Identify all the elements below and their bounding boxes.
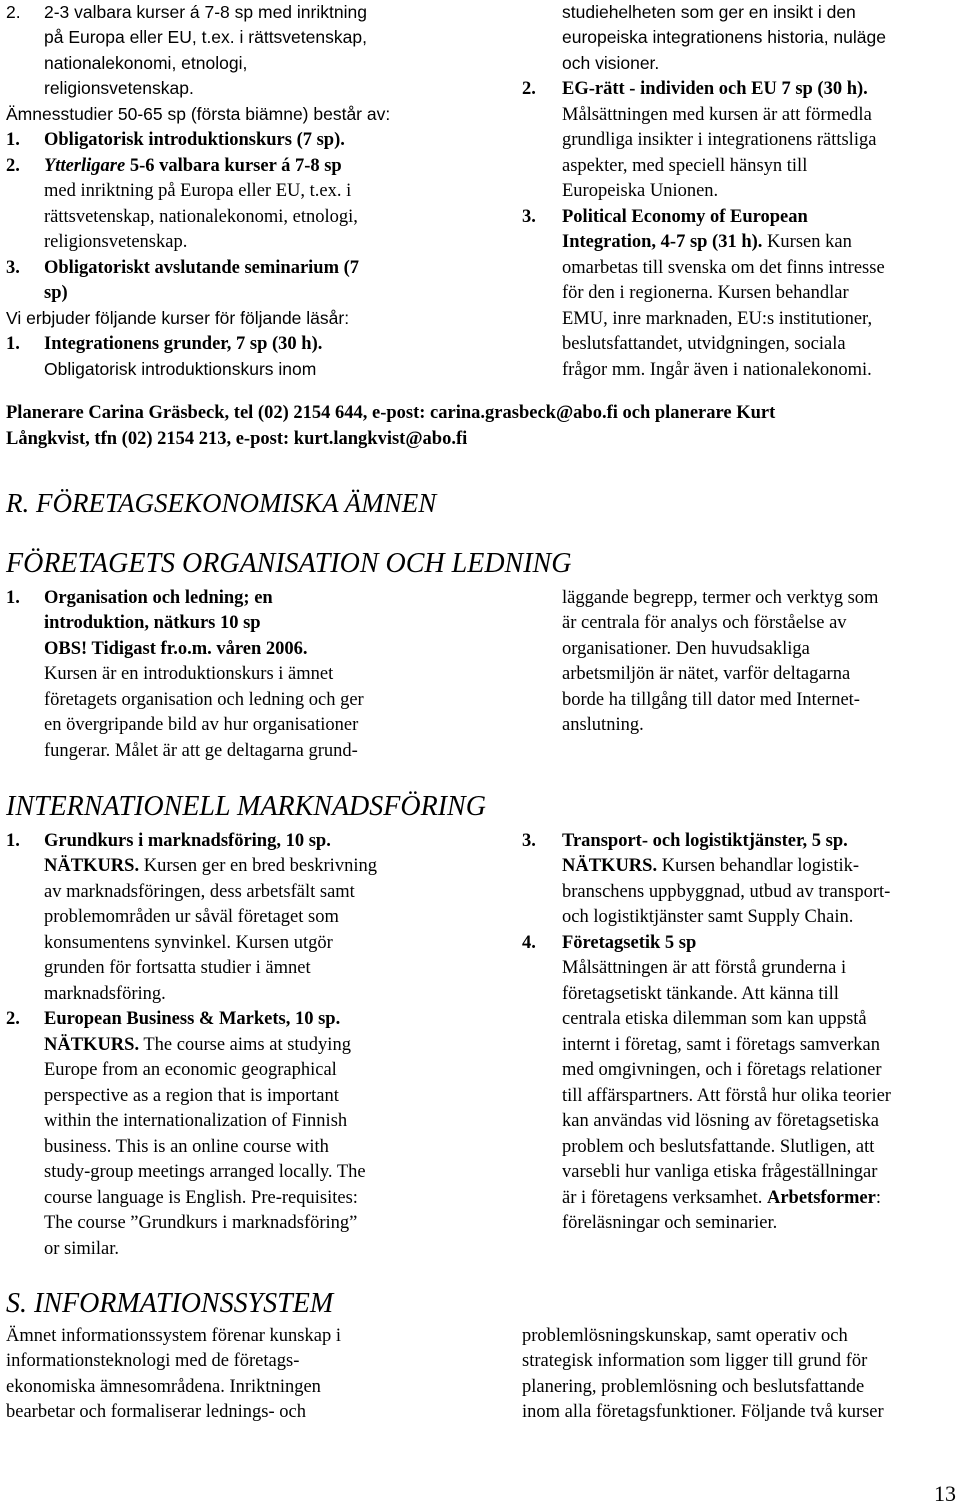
text-line: course language is English. Pre-requisites: bbox=[44, 1188, 358, 1208]
list-number: 1. bbox=[6, 130, 20, 150]
text-rest: Kursen kan bbox=[762, 232, 852, 252]
course-format: NÄTKURS. bbox=[44, 856, 140, 876]
section-heading: R. FÖRETAGSEKONOMISKA ÄMNEN bbox=[6, 488, 437, 518]
course-title: European Business & Markets, 10 sp. bbox=[44, 1009, 341, 1029]
text-line: borde ha tillgång till dator med Internet- bbox=[562, 690, 860, 710]
text-line: Ämnesstudier 50-65 sp (första biämne) består av: bbox=[6, 104, 391, 124]
text-line: grunden för fortsatta studier i ämnet bbox=[44, 958, 311, 978]
text-line: aspekter, med speciell hänsyn till bbox=[562, 156, 808, 176]
text-line: bearbetar och formaliserar lednings- och bbox=[6, 1402, 306, 1422]
text-line: informationsteknologi med de företags- bbox=[6, 1351, 300, 1371]
text-line: fungerar. Målet är att ge deltagarna grund- bbox=[44, 741, 358, 761]
text-line bbox=[562, 857, 859, 876]
text-line: studiehelheten som ger en insikt i den bbox=[562, 2, 856, 22]
text-line: nationalekonomi, etnologi, bbox=[44, 53, 248, 73]
text-rest: The course aims at studying bbox=[139, 1035, 351, 1055]
text-line: varsebli hur vanliga etiska frågeställningar bbox=[562, 1162, 878, 1182]
text-line: Ämnet informationssystem förenar kunskap i bbox=[6, 1326, 341, 1346]
list-number: 3. bbox=[522, 831, 536, 851]
text-line: Kursen är en introduktionskurs i ämnet bbox=[44, 664, 334, 684]
text-line: religionsvetenskap. bbox=[44, 78, 194, 98]
text-line: europeiska integrationens historia, nuläge bbox=[562, 27, 886, 47]
list-number: 3. bbox=[6, 258, 20, 278]
text-line: internt i företag, samt i företags samverkan bbox=[562, 1035, 880, 1055]
text-line: beslutsfattandet, utvidgningen, sociala bbox=[562, 334, 846, 354]
course-title: Grundkurs i marknadsföring, 10 sp. bbox=[44, 831, 331, 851]
text-line: frågor mm. Ingår även i nationalekonomi. bbox=[562, 360, 872, 380]
course-format: NÄTKURS. bbox=[562, 856, 658, 876]
page-number: 13 bbox=[934, 1481, 956, 1506]
subject-heading: FÖRETAGETS ORGANISATION OCH LEDNING bbox=[6, 548, 572, 579]
text-line: or similar. bbox=[44, 1239, 120, 1259]
text-line: omarbetas till svenska om det finns intresse bbox=[562, 258, 885, 278]
course-title: Integration, 4-7 sp (31 h). bbox=[562, 232, 763, 252]
text-line: strategisk information som ligger till grund för bbox=[522, 1351, 868, 1371]
text-line: läggande begrepp, termer och verktyg som bbox=[562, 588, 879, 608]
text-line: av marknadsföringen, dess arbetsfält samt bbox=[44, 882, 355, 902]
notice-text: OBS! Tidigast fr.o.m. våren 2006. bbox=[44, 639, 308, 659]
text-line: study-group meetings arranged locally. The bbox=[44, 1162, 366, 1182]
text-line: 2-3 valbara kurser á 7-8 sp med inriktning bbox=[44, 2, 367, 22]
text-line: Målsättningen med kursen är att förmedla bbox=[562, 105, 872, 125]
section-heading: S. INFORMATIONSSYSTEM bbox=[6, 1288, 334, 1319]
course-title bbox=[44, 157, 342, 176]
text-line: Målsättningen är att förstå grunderna i bbox=[562, 958, 847, 978]
list-number: 1. bbox=[6, 831, 20, 851]
text-line: problemområden ur såväl företaget som bbox=[44, 907, 339, 927]
text-line: EMU, inre marknaden, EU:s institutioner, bbox=[562, 309, 873, 329]
course-title: sp) bbox=[44, 283, 68, 303]
course-title: introduktion, nätkurs 10 sp bbox=[44, 613, 261, 633]
text-line: Europe from an economic geographical bbox=[44, 1060, 337, 1080]
list-number: 2. bbox=[6, 1009, 20, 1029]
planner-contact-line: Långkvist, tfn (02) 2154 213, e-post: kurt.langkvist@abo.fi bbox=[6, 429, 468, 449]
text-start: är i företagens verksamhet. bbox=[562, 1188, 763, 1208]
text-line: arbetsmiljön är nätet, varför deltagarna bbox=[562, 664, 851, 684]
text-line: en övergripande bild av hur organisationer bbox=[44, 715, 359, 735]
course-title: Integrationens grunder, 7 sp (30 h). bbox=[44, 334, 323, 354]
text-line: företagets organisation och ledning och ger bbox=[44, 690, 364, 710]
course-title: Företagsetik 5 sp bbox=[562, 933, 697, 953]
label-bold: Arbetsformer bbox=[766, 1188, 876, 1208]
text-line: Vi erbjuder följande kurser för följande läsår: bbox=[6, 308, 350, 328]
text-line: är centrala för analys och förståelse av bbox=[562, 613, 847, 633]
text-line: problemlösningskunskap, samt operativ och bbox=[522, 1326, 848, 1346]
list-number: 1. bbox=[6, 588, 20, 608]
text-line bbox=[44, 857, 377, 876]
text-line: företagsetiskt tänkande. Att känna till bbox=[562, 984, 839, 1004]
text-line bbox=[562, 1189, 881, 1208]
text-line: och visioner. bbox=[562, 53, 660, 73]
text-line: föreläsningar och seminarier. bbox=[562, 1213, 778, 1233]
text-line: Europeiska Unionen. bbox=[562, 181, 719, 201]
course-title-rest: 5-6 valbara kurser á 7-8 sp bbox=[125, 156, 342, 176]
course-title: Transport- och logistiktjänster, 5 sp. bbox=[562, 831, 848, 851]
text-line: branschens uppbyggnad, utbud av transport- bbox=[562, 882, 891, 902]
text-line: Obligatorisk introduktionskurs inom bbox=[44, 359, 317, 379]
text-line: centrala etiska dilemman som kan uppstå bbox=[562, 1009, 867, 1029]
emphasis-text: Ytterligare bbox=[44, 156, 126, 176]
course-title: EG-rätt - individen och EU 7 sp (30 h). bbox=[562, 79, 868, 99]
text-line: within the internationalization of Finnish bbox=[44, 1111, 348, 1131]
text-line: konsumentens synvinkel. Kursen utgör bbox=[44, 933, 333, 953]
list-number: 3. bbox=[522, 207, 536, 227]
text-line: med omgivningen, och i företags relationer bbox=[562, 1060, 882, 1080]
course-title: Political Economy of European bbox=[562, 207, 808, 227]
text-line bbox=[562, 233, 852, 252]
text-line: rättsvetenskap, nationalekonomi, etnologi, bbox=[44, 207, 358, 227]
text-line: marknadsföring. bbox=[44, 984, 166, 1004]
text-line: organisationer. Den huvudsakliga bbox=[562, 639, 810, 659]
text-rest: Kursen behandlar logistik- bbox=[657, 856, 860, 876]
course-title: Obligatoriskt avslutande seminarium (7 bbox=[44, 258, 360, 278]
list-number: 2. bbox=[6, 156, 20, 176]
text-line: och logistiktjänster samt Supply Chain. bbox=[562, 907, 854, 927]
text-line: grundliga insikter i integrationens rättsliga bbox=[562, 130, 877, 150]
text-line: för den i regionerna. Kursen behandlar bbox=[562, 283, 849, 303]
text-line: anslutning. bbox=[562, 715, 644, 735]
course-title: Organisation och ledning; en bbox=[44, 588, 273, 608]
text-line: problem och beslutsfattande. Slutligen, att bbox=[562, 1137, 875, 1157]
text-line: på Europa eller EU, t.ex. i rättsvetenskap, bbox=[44, 27, 367, 47]
list-number: 2. bbox=[6, 2, 21, 22]
text-line: ekonomiska ämnesområdena. Inriktningen bbox=[6, 1377, 321, 1397]
text-line: perspective as a region that is important bbox=[44, 1086, 339, 1106]
text-line: religionsvetenskap. bbox=[44, 232, 188, 252]
planner-contact-line: Planerare Carina Gräsbeck, tel (02) 2154 644, e-post: carina.grasbeck@abo.fi och planerare Kurt bbox=[6, 403, 776, 423]
text-rest: Kursen ger en bred beskrivning bbox=[139, 856, 377, 876]
text-line: planering, problemlösning och beslutsfattande bbox=[522, 1377, 865, 1397]
list-number: 2. bbox=[522, 79, 536, 99]
text-line: inom alla företagsfunktioner. Följande två kurser bbox=[522, 1402, 884, 1422]
text-rest: : bbox=[875, 1188, 881, 1208]
text-line: med inriktning på Europa eller EU, t.ex. i bbox=[44, 181, 352, 201]
course-format: NÄTKURS. bbox=[44, 1035, 140, 1055]
subject-heading: INTERNATIONELL MARKNADSFÖRING bbox=[6, 791, 486, 822]
text-line bbox=[44, 1036, 351, 1055]
course-title: Obligatorisk introduktionskurs (7 sp). bbox=[44, 130, 345, 150]
text-line: business. This is an online course with bbox=[44, 1137, 329, 1157]
text-line: The course ”Grundkurs i marknadsföring” bbox=[44, 1213, 358, 1233]
list-number: 1. bbox=[6, 334, 20, 354]
text-line: kan användas vid lösning av företagsetiska bbox=[562, 1111, 879, 1131]
list-number: 4. bbox=[522, 933, 536, 953]
text-line: till affärspartners. Att förstå hur olika teorier bbox=[562, 1086, 891, 1106]
